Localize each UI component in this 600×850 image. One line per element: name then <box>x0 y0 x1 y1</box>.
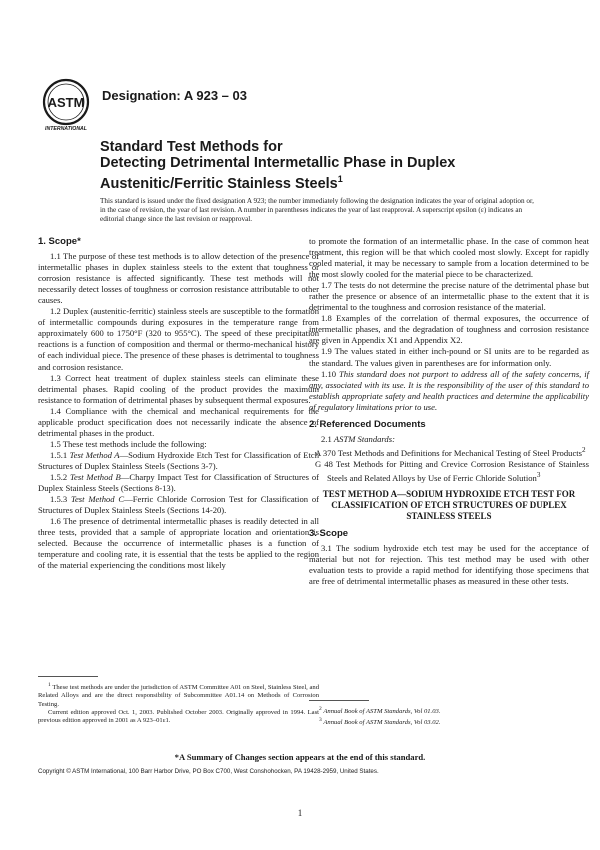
logo-subtext: INTERNATIONAL <box>45 126 87 132</box>
footnote-3-text: Annual Book of ASTM Standards, Vol 03.02. <box>323 719 441 727</box>
test-method-a-name: Test Method A <box>69 449 120 460</box>
paragraph-1-9: 1.9 The values stated in either inch-pound or SI units are to be regarded as the standard. The values given in parentheses are for information only. <box>309 346 589 368</box>
footnote-1-text: These test methods are under the jurisdiction of ASTM Committee A01 on Steel, Stainless Steel, and Related Alloys and are the direct responsibility of Subcommittee A01.14 on Methods of Corrosion Testing. <box>38 684 320 708</box>
summary-of-changes-note: *A Summary of Changes section appears at the end of this standard. <box>174 752 426 762</box>
copyright-line: Copyright © ASTM International, 100 Barr Harbor Drive, PO Box C700, West Conshohocken, PA 19428-2959, United States. <box>38 768 379 775</box>
paragraph-1-8: 1.8 Examples of the correlation of thermal exposures, the occurrence of intermetallic phases, and the degradation of toughness and corrosion resistance are given in Appendix X1 and Appendix X2. <box>309 313 589 346</box>
paragraph-1-5-2 <box>38 472 319 494</box>
scope-heading: 1. Scope* <box>38 236 81 247</box>
reference-a370 <box>309 445 589 459</box>
title-line-3-text: Austenitic/Ferritic Stainless Steels <box>100 175 338 192</box>
paragraph-1-7: 1.7 The tests do not determine the precise nature of the detrimental phase but rather the presence or absence of an intermetallic phase to the extent that it is detrimental to the toughness and corrosion resistance of the material. <box>309 280 589 313</box>
footnote-rule-left <box>38 676 98 677</box>
footnote-2 <box>309 705 589 716</box>
paragraph-1-5: 1.5 These test methods include the following: <box>50 438 207 449</box>
safety-statement: This standard does not purport to address all of the safety concerns, if any, associated with its use. It is the responsibility of the user of this standard to establish appropriate safety and health practices and determine the applicability of regulatory limitations prior to use. <box>309 368 589 412</box>
reference-g48-mark: 3 <box>536 470 541 479</box>
paragraph-1-6: 1.6 The presence of detrimental intermetallic phases is readily detected in all three tests, provided that a sample of appropriate location and orientation is selected. Because the occurrence of intermetallic phases is a function of temperature and cooling rate, it is essential that the tests be applied to the region of the material experiencing the conditions most likely <box>38 516 319 571</box>
footnote-1 <box>38 681 319 725</box>
footnote-rule-right <box>309 700 369 701</box>
paragraph-1-4: 1.4 Compliance with the chemical and mechanical requirements for the applicable product specification does not necessarily indicate the absence of detrimental phases in the product. <box>38 405 319 438</box>
reference-g48 <box>309 459 589 484</box>
astm-standards-label: ASTM Standards: <box>333 433 395 444</box>
paragraph-1-6-continued: to promote the formation of an intermetallic phase. In the case of common heat treatment, this region will be that which cooled most slowly. Except for rapidly cooled material, it may be necessary to sample from a location determined to be the most slowly cooled for the material piece to be characterized. <box>309 236 589 280</box>
page-number: 1 <box>297 808 303 818</box>
paragraph-2-1 <box>309 434 589 445</box>
paragraph-1-5-3-text: —Ferric Chloride Corrosion Test for Classification of Structures of Duplex Stainless Steels (Sections 14-20). <box>38 494 319 516</box>
standard-issue-note: This standard is issued under the fixed designation A 923; the number immediately following the designation indicates the year of original adoption or, in the case of revision, the year of last revision. A number in parentheses indicates the year of last reapproval. A superscript epsilon (ε) indicates an editorial change since the last revision or reapproval. <box>100 197 534 224</box>
paragraph-1-5-2-text: —Charpy Impact Test for Classification of Structures of Duplex Stainless Steels (Sections 8-13). <box>38 471 319 494</box>
paragraph-1-5-1-text: —Sodium Hydroxide Etch Test for Classification of Etch Structures of Duplex Stainless Steels (Sections 3-7). <box>38 449 319 471</box>
astm-logo-icon <box>38 76 94 132</box>
footnote-1-edition: Current edition approved Oct. 1, 2003. Published October 2003. Originally approved in 1994. Last previous edition approved in 2001 as A 923–01ε1. <box>38 708 319 724</box>
reference-a370-mark: 2 <box>582 445 586 454</box>
referenced-documents-heading: 2. Referenced Documents <box>309 418 426 430</box>
paragraph-1-5-3-number: 1.5.3 <box>50 494 68 505</box>
footnote-2-text: Annual Book of ASTM Standards, Vol 01.03. <box>323 708 441 716</box>
paragraph-1-5-1 <box>38 450 319 472</box>
footnote-3-mark: 3 <box>319 717 322 724</box>
test-method-c-name: Test Method C <box>71 494 125 505</box>
reference-g48-text: G 48 Test Methods for Pitting and Crevice Corrosion Resistance of Stainless Steels and Related Alloys by Use of Ferric Chloride Solution <box>315 458 589 483</box>
title-footnote-mark: 1 <box>337 174 343 184</box>
footnote-2-mark: 2 <box>319 706 322 712</box>
designation: Designation: A 923 – 03 <box>102 88 247 103</box>
footnote-3 <box>309 716 589 727</box>
paragraph-1-2: 1.2 Duplex (austenitic-ferritic) stainless steels are susceptible to the formation of intermetallic compounds during exposures in the temperature range from approximately 600 to 1750°F (320 to 955°C). The speed of these precipitation reactions is a function of composition and thermal or thermo-mechanical history of each individual piece. The presence of these phases is detrimental to toughness and corrosion resistance. <box>38 306 319 372</box>
paragraph-1-5-2-number: 1.5.2 <box>50 471 68 482</box>
logo-text: ASTM <box>47 95 85 110</box>
scope-3-heading: 3. Scope <box>309 527 349 539</box>
test-method-b-name: Test Method B <box>70 471 121 482</box>
paragraph-1-3: 1.3 Correct heat treatment of duplex stainless steels can eliminate these detrimental phases. Rapid cooling of the product provides the maximum resistance to formation of detrimental phases by subsequent thermal exposures. <box>38 372 319 405</box>
left-column <box>38 236 319 571</box>
test-method-a-heading: TEST METHOD A—SODIUM HYDROXIDE ETCH TEST FOR CLASSIFICATION OF ETCH STRUCTURES OF DUPLEX STAINLESS STEELS <box>322 488 576 521</box>
paragraph-1-10-number: 1.10 <box>321 368 337 379</box>
paragraph-1-1: 1.1 The purpose of these test methods is to allow detection of the presence of intermetallic phases in duplex stainless steels to the extent that toughness or corrosion resistance is affected significantly. These test methods will not necessarily detect losses of toughness or corrosion resistance attributable to other causes. <box>38 251 319 306</box>
footnotes-right <box>309 705 589 728</box>
document-title <box>100 139 540 192</box>
paragraph-3-1: 3.1 The sodium hydroxide etch test may be used for the acceptance of material but not for rejection. This test method may be used with other evaluation tests to provide a rapid method for identifying those specimens that are free of detrimental intermetallic phases as measured in these other tests. <box>309 542 589 586</box>
title-line-3 <box>100 171 540 192</box>
reference-a370-text: A 370 Test Methods and Definitions for Mechanical Testing of Steel Products <box>315 447 582 458</box>
title-line-1: Standard Test Methods for <box>100 139 283 155</box>
paragraph-1-5-1-number: 1.5.1 <box>50 449 68 460</box>
footnote-1-mark: 1 <box>48 682 51 688</box>
paragraph-1-5-3 <box>38 494 319 516</box>
right-column <box>309 236 589 587</box>
paragraph-2-1-number: 2.1 <box>321 433 332 444</box>
title-line-2: Detecting Detrimental Intermetallic Phase in Duplex <box>100 155 456 171</box>
paragraph-1-10 <box>309 369 589 413</box>
